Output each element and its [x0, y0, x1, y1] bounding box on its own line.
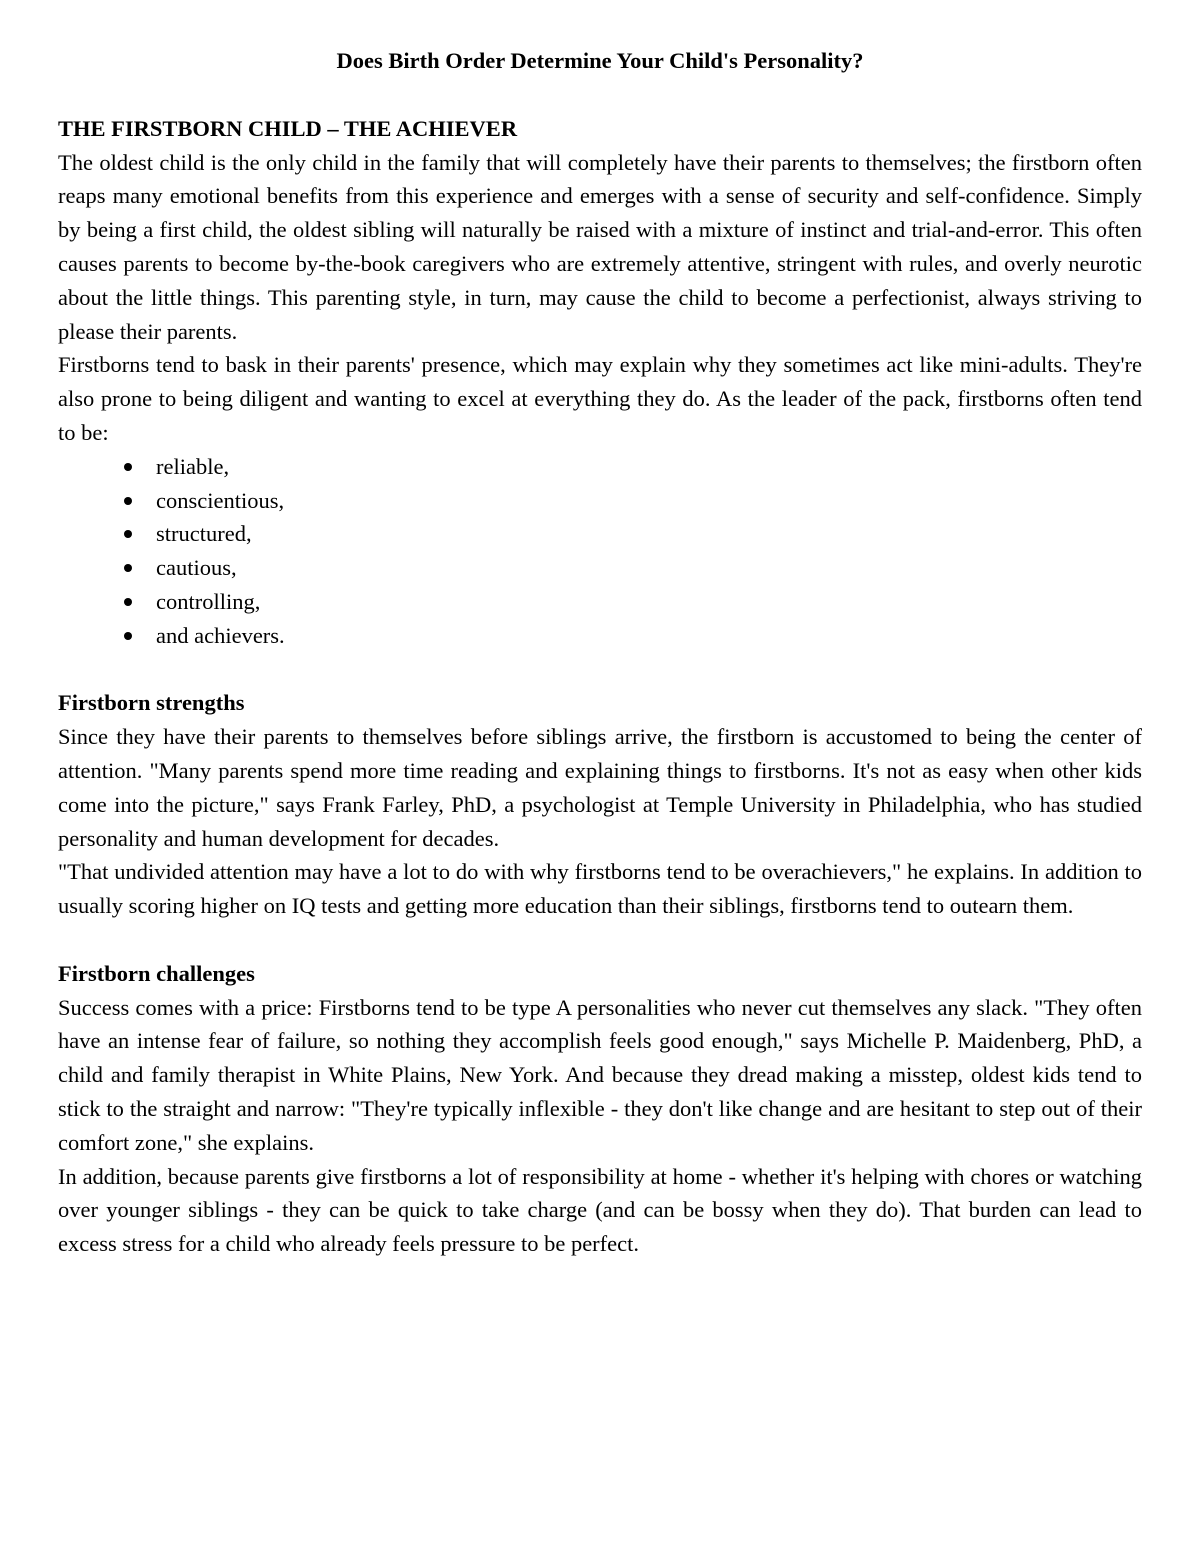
- bullet-icon: [124, 530, 132, 538]
- document-page: [58, 44, 1142, 1261]
- list-item: [156, 517, 1142, 551]
- list-item: [156, 551, 1142, 585]
- bullet-icon: [124, 632, 132, 640]
- list-item-text: controlling,: [156, 588, 261, 614]
- paragraph: The oldest child is the only child in the family that will completely have their parents to themselves; the firstborn often reaps many emotional benefits from this experience and emerges with a sense of security and self-confidence. Simply by being a first child, the oldest sibling will naturally be raised with a mixture of instinct and trial-and-error. This often causes parents to become by-the-book caregivers who are extremely attentive, stringent with rules, and overly neurotic about the little things. This parenting style, in turn, may cause the child to become a perfectionist, always striving to please their parents.: [58, 149, 1142, 344]
- document-title: Does Birth Order Determine Your Child's Personality?: [336, 48, 864, 73]
- list-item-text: reliable,: [156, 453, 230, 479]
- section-firstborn-strengths: [58, 686, 1142, 923]
- list-item-text: conscientious,: [156, 487, 285, 513]
- list-item: [156, 484, 1142, 518]
- section-heading-achiever: THE FIRSTBORN CHILD – THE ACHIEVER: [58, 115, 518, 141]
- list-item: [156, 450, 1142, 484]
- paragraph: Success comes with a price: Firstborns tend to be type A personalities who never cut themselves any slack. "They often have an intense fear of failure, so nothing they accomplish feels good enough," says Michelle P. Maidenberg, PhD, a child and family therapist in White Plains, New York. And because they dread making a misstep, oldest kids tend to stick to the straight and narrow: "They're typically inflexible - they don't like change and are hesitant to step out of their comfort zone," she explains.: [58, 994, 1142, 1155]
- list-item-text: structured,: [156, 521, 252, 547]
- paragraph: Since they have their parents to themselves before siblings arrive, the firstborn is accustomed to being the center of attention. "Many parents spend more time reading and explaining things to firstborns. It's not as easy when other kids come into the picture," says Frank Farley, PhD, a psychologist at Temple University in Philadelphia, who has studied personality and human development for decades.: [58, 724, 1142, 851]
- section-heading-strengths: Firstborn strengths: [58, 690, 245, 716]
- list-item-text: and achievers.: [156, 622, 285, 648]
- paragraph: "That undivided attention may have a lot to do with why firstborns tend to be overachievers," he explains. In addition to usually scoring higher on IQ tests and getting more education than their siblings, firstborns tend to outearn them.: [58, 859, 1142, 919]
- section-firstborn-challenges: [58, 957, 1142, 1261]
- bullet-icon: [124, 463, 132, 471]
- section-firstborn-achiever: [58, 112, 1142, 653]
- traits-bullet-list: [58, 450, 1142, 653]
- blank-line: [58, 923, 1142, 957]
- paragraph: In addition, because parents give firstborns a lot of responsibility at home - whether it's helping with chores or watching over younger siblings - they can be quick to take charge (and can be bossy when they do). That burden can lead to excess stress for a child who already feels pressure to be perfect.: [58, 1163, 1142, 1257]
- blank-line: [58, 653, 1142, 687]
- bullet-icon: [124, 564, 132, 572]
- list-item: [156, 585, 1142, 619]
- paragraph: Firstborns tend to bask in their parents' presence, which may explain why they sometimes act like mini-adults. They're also prone to being diligent and wanting to excel at everything they do. As the leader of the pack, firstborns often tend to be:: [58, 352, 1142, 445]
- list-item-text: cautious,: [156, 555, 237, 581]
- section-heading-challenges: Firstborn challenges: [58, 960, 255, 986]
- bullet-icon: [124, 598, 132, 606]
- list-item: [156, 619, 1142, 653]
- bullet-icon: [124, 497, 132, 505]
